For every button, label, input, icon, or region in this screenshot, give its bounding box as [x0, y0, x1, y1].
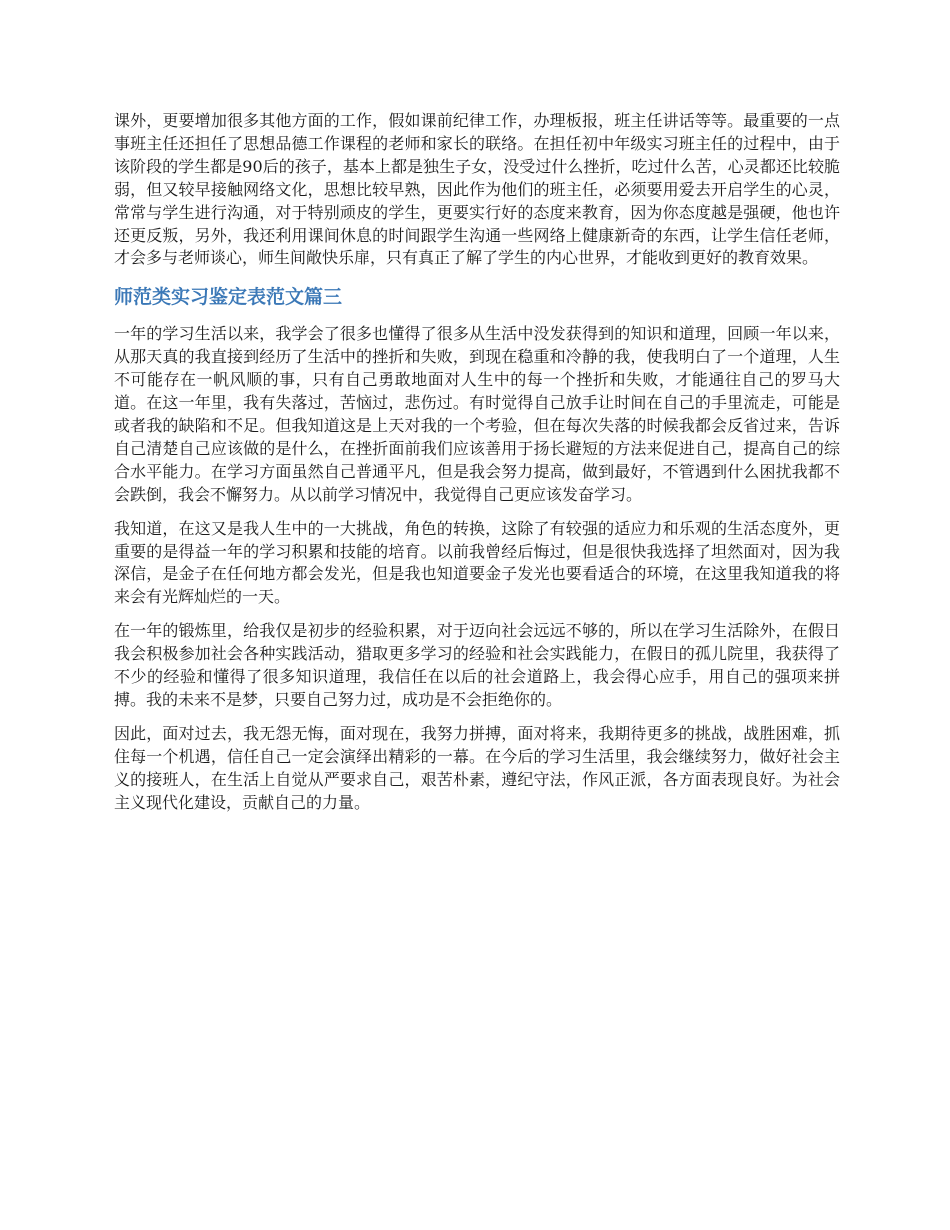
section-title: 师范类实习鉴定表范文篇三: [114, 286, 343, 309]
intro-paragraph: 课外，更要增加很多其他方面的工作，假如课前纪律工作，办理板报，班主任讲话等等。最重要的一点事班主任还担任了思想品德工作课程的老师和家长的联络。在担任初中年级实习班主任的过程中，由于该阶段的学生都是90后的孩子，基本上都是独生子女，没受过什么挫折，吃过什么苦，心灵都还比较脆弱，但又较早接触网络文化，思想比较早熟，因此作为他们的班主任，必须要用爱去开启学生的心灵，常常与学生进行沟通，对于特别顽皮的学生，更要实行好的态度来教育，因为你态度越是强硬，他也许还更反叛，另外，我还利用课间休息的时间跟学生沟通一些网络上健康新奇的东西，让学生信任老师，才会多与老师谈心，师生间敞快乐扉，只有真正了解了学生的内心世界，才能收到更好的教育效果。: [114, 111, 840, 268]
body-paragraph-3: 在一年的锻炼里，给我仅是初步的经验积累，对于迈向社会远远不够的，所以在学习生活除外，在假日我会积极参加社会各种实践活动，猎取更多学习的经验和社会实践能力，在假日的孤儿院里，我获得了不少的经验和懂得了很多知识道理，我信任在以后的社会道路上，我会得心应手，用自己的强项来拼搏。我的未来不是梦，只要自己努力过，成功是不会拒绝你的。: [114, 621, 840, 709]
document-page: [114, 110, 840, 814]
body-paragraph-2: 我知道，在这又是我人生中的一大挑战，角色的转换，这除了有较强的适应力和乐观的生活态度外，更重要的是得益一年的学习积累和技能的培育。以前我曾经后悔过，但是很快我选择了坦然面对，因为我深信，是金子在任何地方都会发光，但是我也知道要金子发光也要看适合的环境，在这里我知道我的将来会有光辉灿烂的一天。: [114, 518, 840, 607]
body-paragraph-1: 一年的学习生活以来，我学会了很多也懂得了很多从生活中没发获得到的知识和道理，回顾一年以来，从那天真的我直接到经历了生活中的挫折和失败，到现在稳重和冷静的我，使我明白了一个道理，人生不可能存在一帆风顺的事，只有自己勇敢地面对人生中的每一个挫折和失败，才能通往自己的罗马大道。在这一年里，我有失落过，苦恼过，悲伤过。有时觉得自己放手让时间在自己的手里流走，可能是或者我的缺陷和不足。但我知道这是上天对我的一个考验，但在每次失落的时候我都会反省过来，告诉自己清楚自己应该做的是什么，在挫折面前我们应该善用于扬长避短的方法来促进自己，提高自己的综合水平能力。在学习方面虽然自己普通平凡，但是我会努力提高，做到最好，不管遇到什么困扰我都不会跌倒，我会不懈努力。从以前学习情况中，我觉得自己更应该发奋学习。: [114, 324, 840, 504]
body-paragraph-4: 因此，面对过去，我无怨无悔，面对现在，我努力拼搏，面对将来，我期待更多的挑战，战胜困难，抓住每一个机遇，信任自己一定会演绎出精彩的一幕。在今后的学习生活里，我会继续努力，做好社会主义的接班人，在生活上自觉从严要求自己，艰苦朴素，遵纪守法，作风正派，各方面表现良好。为社会主义现代化建设，贡献自己的力量。: [114, 723, 840, 812]
